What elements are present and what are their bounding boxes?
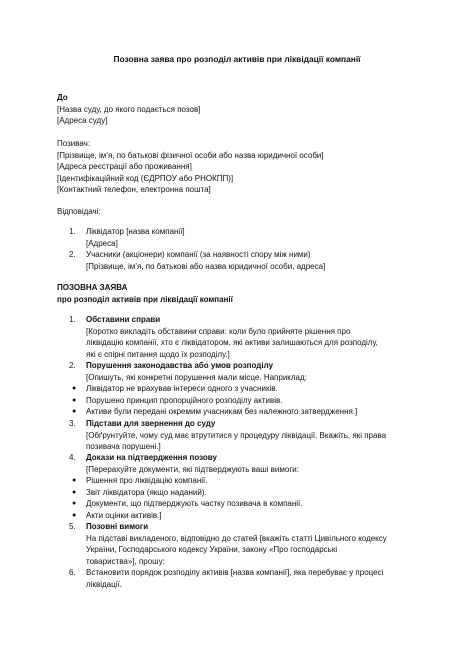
court-name: [Назва суду, до якого подається позов] (57, 104, 201, 114)
list-item: Активи були передані окремим учасникам без належного затвердження.] (86, 407, 358, 416)
defendant-name: Учасники (акціонери) компанії (за наявності спору між ними) (86, 250, 311, 259)
section-evidence (86, 452, 386, 521)
defendant-detail: [Адреса] (86, 238, 118, 248)
section-circumstances (86, 314, 386, 360)
section-text: На підставі викладеного, відповідно до статей [вкажіть статті Цивільного кодексу (86, 533, 387, 543)
section-heading: Обставини справи (86, 315, 161, 324)
section-claims (86, 521, 386, 567)
list-item: Акти оцінки активів.] (86, 510, 162, 520)
section-text: [Обґрунтуйте, чому суд має втрутитися у процедуру ліквідації. Вкажіть, які права (86, 430, 387, 440)
section-text: Встановити порядок розподілу активів [назва компанії], яка перебуває у процесі (86, 568, 384, 577)
bullet-icon: ● (72, 385, 77, 392)
bullet-icon: ● (72, 511, 77, 519)
section-number: 2. (69, 361, 76, 370)
section-heading: Докази на підтвердження позову (86, 453, 217, 462)
claim-heading-subtitle: про розподіл активів при ліквідації компанії (57, 294, 233, 304)
section-number: 4. (69, 453, 76, 462)
document-title: Позовна заява про розподіл активів при ліквідації компанії (113, 54, 361, 64)
section-heading: Підстави для звернення до суду (86, 419, 216, 428)
bullet-icon: ● (72, 488, 77, 496)
section-number: 1. (69, 315, 76, 324)
list-item: Звіт ліквідатора (якщо наданий). (86, 487, 207, 497)
list-item: Рішення про ліквідацію компанії. (86, 476, 208, 485)
list-item: Документи, що підтверджують частку позивача в компанії. (86, 499, 303, 508)
defendant-number: 1. (69, 227, 76, 236)
section-text: [Коротко викладіть обставини справи: коли було прийняте рішення про (86, 326, 351, 336)
plaintiff-code: [Ідентифікаційний код (ЄДРПОУ або РНОКПП)] (57, 173, 234, 183)
claim-item (86, 567, 386, 590)
section-heading: Позовні вимоги (86, 522, 149, 531)
section-text: ліквідації. (86, 579, 122, 589)
section-violations (86, 360, 386, 418)
section-text: [Перерахуйте документи, які підтверджують ваші вимоги: (86, 464, 299, 474)
section-text: які є спірні питання щодо їх розподілу.] (86, 349, 230, 359)
section-text: позивача порушені.] (86, 442, 161, 451)
bullet-icon: ● (72, 396, 77, 404)
section-number: 5. (69, 522, 76, 531)
section-text: [Опишуть, які конкретні порушення мали місце. Наприклад: (86, 372, 307, 382)
section-text: товариства»], прошу: (86, 556, 165, 566)
claim-heading (57, 282, 417, 305)
court-address: [Адреса суду] (57, 116, 108, 125)
defendant-name: Ліквідатор [назва компанії] (86, 227, 185, 236)
list-item: Ліквідатор не врахував інтереси одного з учасників. (86, 384, 278, 393)
list-item: Порушено принцип пропорційного розподілу активів. (86, 395, 283, 405)
bullet-icon: ● (72, 500, 77, 507)
section-grounds (86, 418, 386, 453)
defendants-label: Відповідачі: (57, 207, 101, 216)
defendant-number: 2. (69, 250, 76, 259)
plaintiff-name: [Прізвище, ім’я, по батькові фізичної особи або назва юридичної особи] (57, 150, 324, 160)
section-text: ліквідацію компанії, хто є ліквідатором, які активи залишаються для розподілу, (86, 338, 378, 347)
addressee-label: До (57, 93, 68, 102)
claim-heading-title: ПОЗОВНА ЗАЯВА (57, 283, 128, 292)
defendant-item (86, 226, 386, 249)
bullet-icon: ● (72, 477, 77, 484)
section-heading: Порушення законодавства або умов розподілу (86, 361, 274, 370)
defendant-item (86, 249, 386, 272)
section-number: 3. (69, 419, 76, 428)
plaintiff-address: [Адреса реєстрації або проживання] (57, 162, 192, 171)
addressee-block (57, 92, 417, 127)
defendant-detail: [Прізвище, ім’я, по батькові або назва юридичної особи, адреса] (86, 261, 326, 271)
bullet-icon: ● (72, 408, 77, 415)
plaintiff-block (57, 138, 417, 196)
section-number: 6. (69, 568, 76, 577)
section-text: України, Господарського кодексу України, закону «Про господарські (86, 545, 338, 554)
plaintiff-label: Позивач: (57, 139, 91, 148)
plaintiff-contacts: [Контактний телефон, електронна пошта] (57, 185, 211, 194)
